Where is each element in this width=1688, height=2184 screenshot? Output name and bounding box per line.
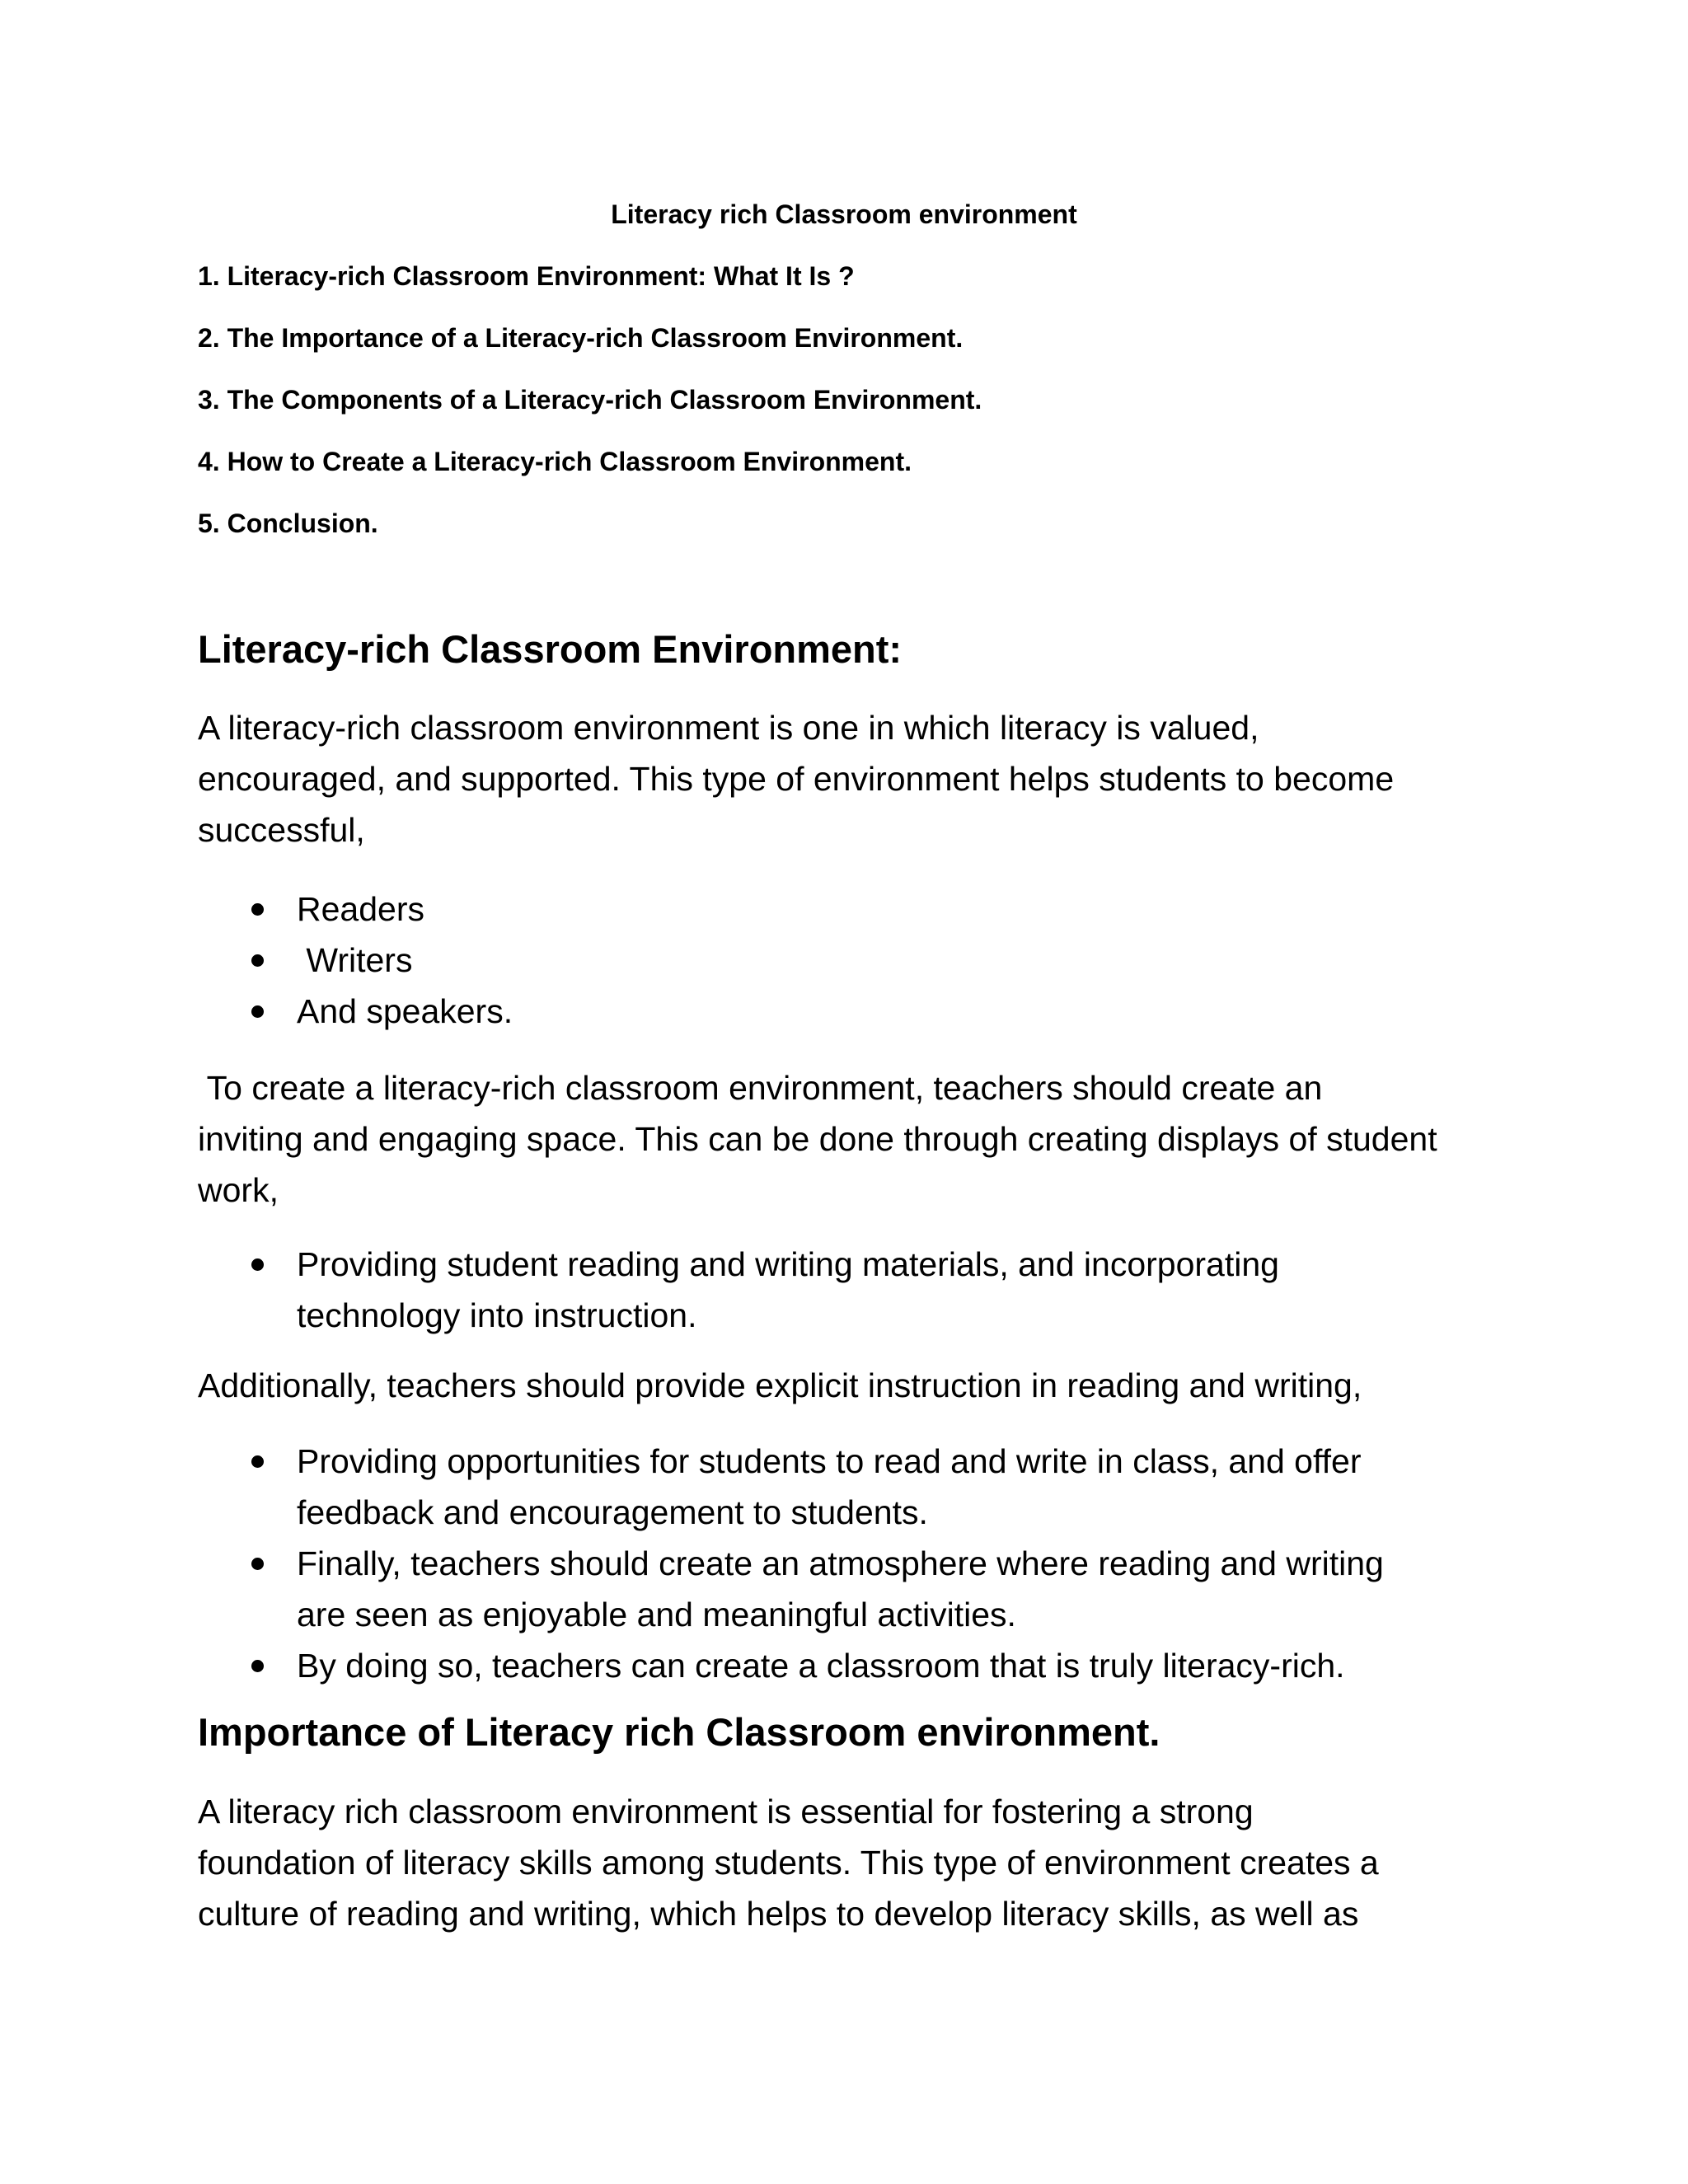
bullet-icon <box>251 1005 264 1018</box>
list-item: Writers <box>198 935 513 986</box>
paragraph-line: A literacy rich classroom environment is essential for fostering a strong <box>198 1793 1254 1830</box>
list-item: By doing so, teachers can create a classroom that is truly literacy-rich. <box>198 1640 1384 1691</box>
paragraph-line: foundation of literacy skills among students. This type of environment creates a <box>198 1844 1379 1882</box>
toc-item: 2. The Importance of a Literacy-rich Classroom Environment. <box>198 323 964 353</box>
additionally-paragraph <box>198 1360 1500 1411</box>
bullet-icon <box>251 1258 264 1271</box>
bullet-icon <box>251 1455 264 1468</box>
list-item: Providing opportunities for students to read and write in class, and offer feedback and encouragement to students. <box>198 1436 1384 1538</box>
paragraph-line: A literacy-rich classroom environment is one in which literacy is valued, <box>198 709 1259 747</box>
bullet-icon <box>251 1660 264 1672</box>
bullet-list-roles <box>198 883 513 1037</box>
bullet-list-instruction <box>198 1436 1384 1691</box>
paragraph-line: To create a literacy-rich classroom environment, teachers should create an <box>198 1069 1323 1107</box>
toc-item: 5. Conclusion. <box>198 509 378 538</box>
bullet-icon <box>251 1558 264 1570</box>
table-of-contents <box>198 260 982 569</box>
paragraph-line: Additionally, teachers should provide explicit instruction in reading and writing, <box>198 1366 1362 1404</box>
bullet-icon <box>251 954 264 967</box>
list-item: Readers <box>198 883 513 935</box>
paragraph-line: work, <box>198 1171 279 1209</box>
list-item: Finally, teachers should create an atmosphere where reading and writing are seen as enjoyable and meaningful activities. <box>198 1538 1384 1640</box>
document-title: Literacy rich Classroom environment <box>611 199 1077 229</box>
bullet-list-materials <box>198 1239 1279 1341</box>
paragraph-line: inviting and engaging space. This can be done through creating displays of student <box>198 1120 1437 1158</box>
section-heading-literacy-rich: Literacy-rich Classroom Environment: <box>198 627 903 671</box>
paragraph-line: culture of reading and writing, which helps to develop literacy skills, as well as <box>198 1895 1359 1933</box>
toc-item: 4. How to Create a Literacy-rich Classroom Environment. <box>198 447 912 476</box>
create-paragraph <box>198 1062 1500 1216</box>
toc-item: 3. The Components of a Literacy-rich Classroom Environment. <box>198 385 982 415</box>
intro-paragraph <box>198 702 1500 855</box>
importance-paragraph <box>198 1786 1500 1939</box>
list-item: And speakers. <box>198 986 513 1037</box>
paragraph-line: encouraged, and supported. This type of environment helps students to become <box>198 760 1395 798</box>
toc-item: 1. Literacy-rich Classroom Environment: What It Is ? <box>198 261 855 291</box>
bullet-icon <box>251 903 264 916</box>
paragraph-line: successful, <box>198 811 365 849</box>
section-heading-importance: Importance of Literacy rich Classroom environment. <box>198 1710 1160 1754</box>
list-item: Providing student reading and writing materials, and incorporating technology into instruction. <box>198 1239 1279 1341</box>
